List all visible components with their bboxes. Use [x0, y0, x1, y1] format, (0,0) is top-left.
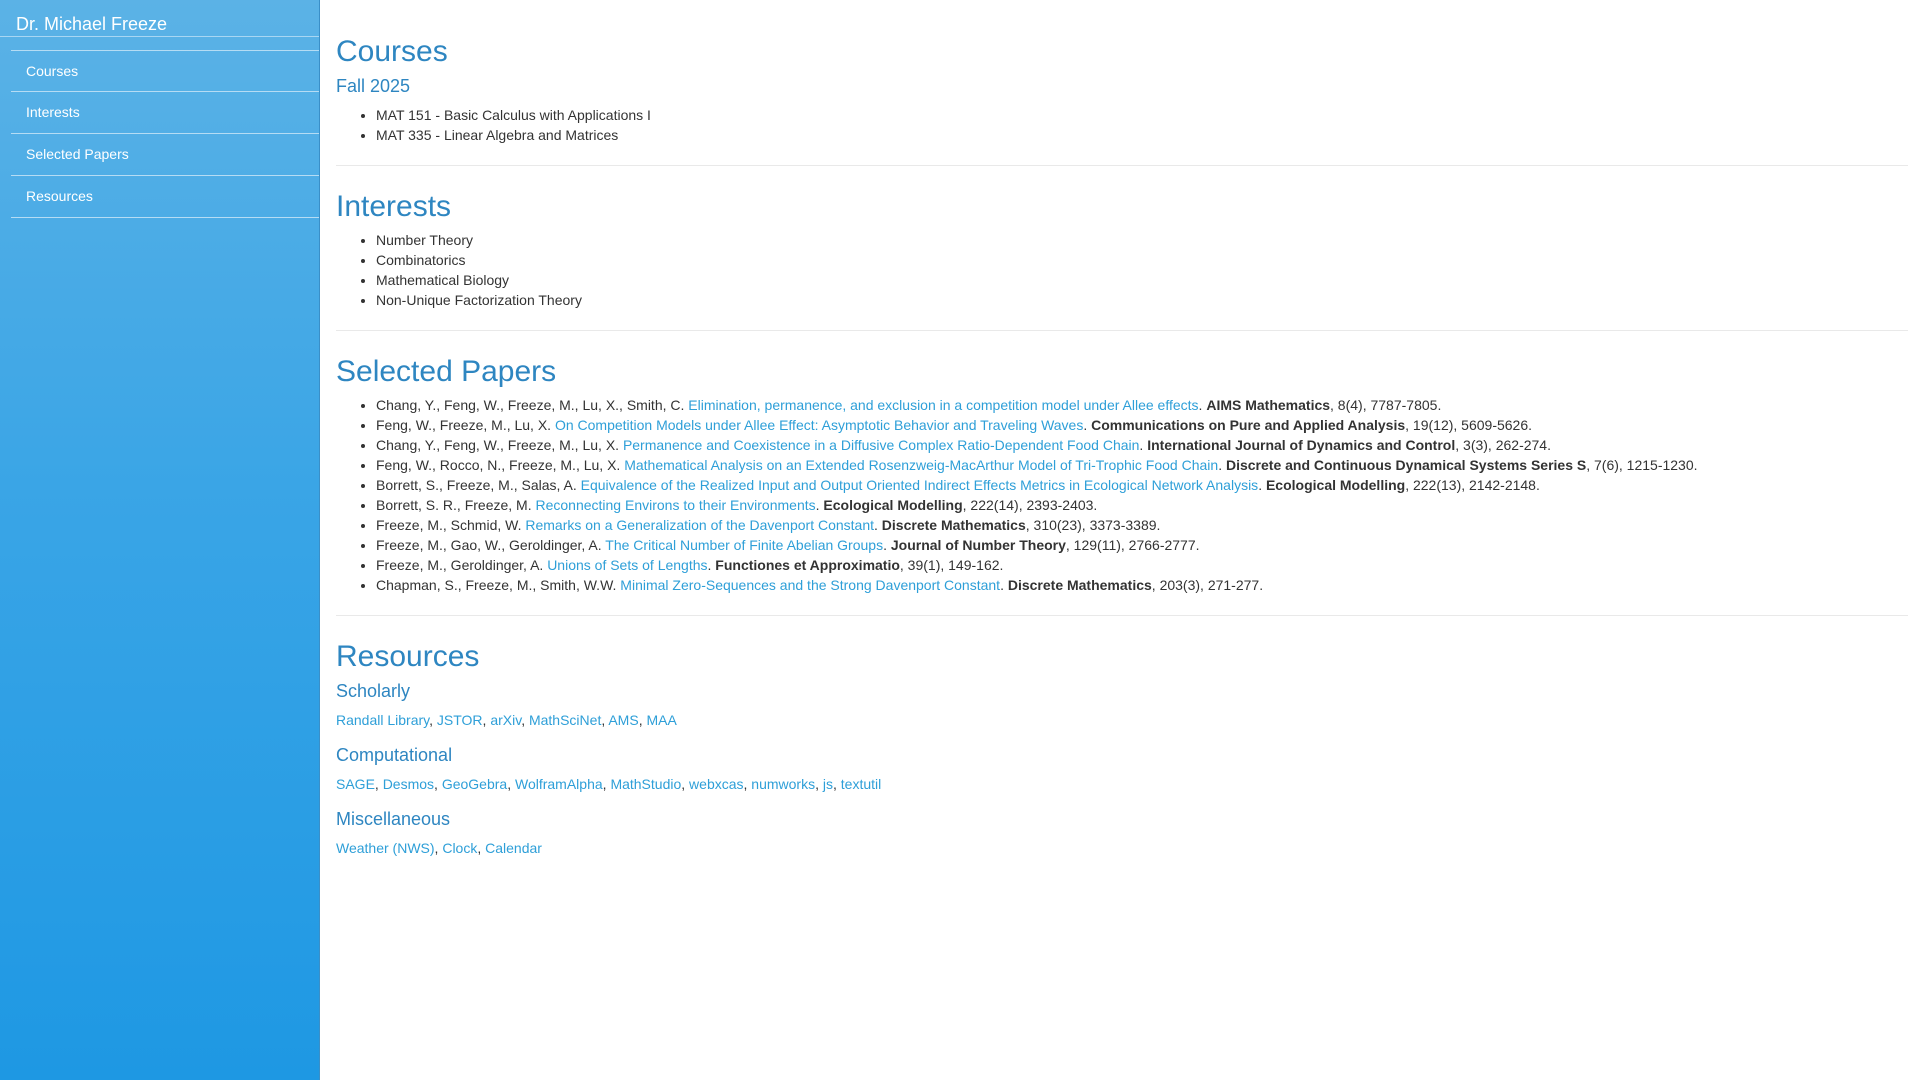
interest-item: • Number Theory	[376, 230, 1908, 250]
resource-link[interactable]: AMS	[608, 712, 639, 728]
resources-heading: Resources	[336, 640, 480, 673]
resource-link[interactable]: arXiv	[490, 712, 522, 728]
paper-title-link[interactable]: Equivalence of the Realized Input and Output Oriented Indirect Effects Metrics in Ecological Network Analysis	[580, 477, 1259, 493]
paper-authors: Borrett, S. R., Freeze, M.	[376, 497, 532, 513]
scholarly-links: Randall Library, JSTOR, arXiv, MathSciNet, AMS, MAA	[336, 712, 677, 728]
resource-link[interactable]: MathSciNet	[528, 712, 602, 728]
paper-authors: Borrett, S., Freeze, M., Salas, A.	[376, 477, 577, 493]
paper-title-link[interactable]: Elimination, permanence, and exclusion in a competition model under Allee effects	[688, 397, 1199, 413]
scholarly-heading: Scholarly	[336, 681, 411, 701]
resource-link[interactable]: Clock	[442, 840, 478, 856]
interests-heading: Interests	[336, 190, 452, 223]
sidebar-item-resources[interactable]: Resources	[11, 176, 319, 218]
paper-details: , 7(6), 1215-1230.	[1586, 457, 1698, 473]
paper-item: • Freeze, M., Geroldinger, A. Unions of Sets of Lengths. Functiones et Approximatio, 39(1), 149-162.	[376, 555, 1908, 575]
paper-details: , 222(13), 2142-2148.	[1405, 477, 1540, 493]
sidebar-item-interests[interactable]: Interests	[11, 92, 319, 134]
section-divider	[336, 165, 1908, 166]
paper-authors: Feng, W., Freeze, M., Lu, X.	[376, 417, 552, 433]
paper-item: • Borrett, S. R., Freeze, M. Reconnecting Environs to their Environments. Ecological Modelling, 222(14), 2393-2403.	[376, 495, 1908, 515]
computational-heading: Computational	[336, 745, 453, 765]
paper-details: , 39(1), 149-162.	[899, 557, 1004, 573]
interest-item: • Mathematical Biology	[376, 270, 1908, 290]
sidebar-item-selected-papers[interactable]: Selected Papers	[11, 134, 319, 176]
paper-journal: Discrete Mathematics	[1007, 577, 1152, 593]
paper-item: • Freeze, M., Schmid, W. Remarks on a Generalization of the Davenport Constant. Discrete Mathematics, 310(23), 3373-3389.	[376, 515, 1908, 535]
main-content	[336, 0, 1908, 872]
paper-title-link[interactable]: Reconnecting Environs to their Environments	[535, 497, 816, 513]
courses-list	[336, 105, 1908, 145]
courses-heading: Courses	[336, 35, 448, 68]
papers-list	[336, 395, 1908, 595]
paper-journal: Discrete and Continuous Dynamical Systems Series S	[1225, 457, 1587, 473]
resource-link[interactable]: WolframAlpha	[514, 776, 603, 792]
miscellaneous-links: Weather (NWS), Clock, Calendar	[336, 840, 542, 856]
term-heading: Fall 2025	[336, 76, 411, 96]
paper-authors: Freeze, M., Gao, W., Geroldinger, A.	[376, 537, 602, 553]
interest-item: • Combinatorics	[376, 250, 1908, 270]
interests-section	[336, 190, 1908, 310]
section-divider	[336, 330, 1908, 331]
resource-link[interactable]: Weather (NWS)	[336, 840, 435, 856]
site-title-link[interactable]: Dr. Michael Freeze	[0, 0, 319, 37]
paper-details: , 3(3), 262-274.	[1455, 437, 1551, 453]
paper-authors: Chang, Y., Feng, W., Freeze, M., Lu, X.	[376, 437, 620, 453]
paper-item: • Feng, W., Freeze, M., Lu, X. On Competition Models under Allee Effect: Asymptotic Behavior and Traveling Waves. Communications on Pure and Applied Analysis, 19(12), 5609-5626.	[376, 415, 1908, 435]
resource-link[interactable]: MathStudio	[610, 776, 682, 792]
paper-details: , 8(4), 7787-7805.	[1330, 397, 1442, 413]
paper-item: • Chang, Y., Feng, W., Freeze, M., Lu, X. Permanence and Coexistence in a Diffusive Complex Ratio-Dependent Food Chain. International Journal of Dynamics and Control, 3(3), 262-274.	[376, 435, 1908, 455]
resource-link[interactable]: Calendar	[485, 840, 542, 856]
interest-item: • Non-Unique Factorization Theory	[376, 290, 1908, 310]
paper-authors: Chang, Y., Feng, W., Freeze, M., Lu, X., Smith, C.	[376, 397, 685, 413]
paper-details: , 19(12), 5609-5626.	[1405, 417, 1533, 433]
section-divider	[336, 615, 1908, 616]
paper-authors: Freeze, M., Schmid, W.	[376, 517, 522, 533]
sidebar-item-courses[interactable]: Courses	[11, 50, 319, 92]
interests-list	[336, 230, 1908, 310]
paper-item: • Chang, Y., Feng, W., Freeze, M., Lu, X., Smith, C. Elimination, permanence, and exclusion in a competition model under Allee effects. AIMS Mathematics, 8(4), 7787-7805.	[376, 395, 1908, 415]
course-item: • MAT 151 - Basic Calculus with Applications I	[376, 105, 1908, 125]
paper-title-link[interactable]: Minimal Zero-Sequences and the Strong Davenport Constant	[620, 577, 1001, 593]
paper-journal: Discrete Mathematics	[881, 517, 1026, 533]
paper-journal: Ecological Modelling	[1265, 477, 1406, 493]
paper-title-link[interactable]: The Critical Number of Finite Abelian Groups	[605, 537, 884, 553]
sidebar-nav	[0, 50, 319, 218]
paper-item: • Feng, W., Rocco, N., Freeze, M., Lu, X. Mathematical Analysis on an Extended Rosenzweig-MacArthur Model of Tri-Trophic Food Chain. Discrete and Continuous Dynamical Systems Series S, 7(6), 1215-1230.	[376, 455, 1908, 475]
resource-link[interactable]: MAA	[646, 712, 677, 728]
resource-link[interactable]: Randall Library	[336, 712, 430, 728]
paper-authors: Chapman, S., Freeze, M., Smith, W.W.	[376, 577, 617, 593]
resources-section	[336, 640, 1908, 858]
resource-link[interactable]: JSTOR	[436, 712, 483, 728]
miscellaneous-heading: Miscellaneous	[336, 809, 451, 829]
paper-title-link[interactable]: On Competition Models under Allee Effect: Asymptotic Behavior and Traveling Waves	[554, 417, 1084, 433]
resource-link[interactable]: numworks	[751, 776, 816, 792]
resource-link[interactable]: webxcas	[689, 776, 744, 792]
paper-title-link[interactable]: Permanence and Coexistence in a Diffusive Complex Ratio-Dependent Food Chain	[622, 437, 1140, 453]
paper-details: , 203(3), 271-277.	[1151, 577, 1264, 593]
paper-journal: Communications on Pure and Applied Analysis	[1091, 417, 1406, 433]
paper-details: , 129(11), 2766-2777.	[1065, 537, 1200, 553]
paper-title-link[interactable]: Remarks on a Generalization of the Davenport Constant	[525, 517, 875, 533]
paper-details: , 222(14), 2393-2403.	[962, 497, 1098, 513]
papers-heading: Selected Papers	[336, 355, 557, 388]
paper-item: • Freeze, M., Gao, W., Geroldinger, A. The Critical Number of Finite Abelian Groups. Journal of Number Theory, 129(11), 2766-2777.	[376, 535, 1908, 555]
sidebar	[0, 0, 320, 1080]
paper-authors: Freeze, M., Geroldinger, A.	[376, 557, 544, 573]
paper-authors: Feng, W., Rocco, N., Freeze, M., Lu, X.	[376, 457, 621, 473]
paper-journal: Functiones et Approximatio	[715, 557, 900, 573]
courses-section	[336, 35, 1908, 145]
resource-link[interactable]: textutil	[840, 776, 882, 792]
paper-details: , 310(23), 3373-3389.	[1025, 517, 1161, 533]
resource-link[interactable]: Desmos	[382, 776, 435, 792]
paper-journal: International Journal of Dynamics and Control	[1147, 437, 1456, 453]
paper-title-link[interactable]: Mathematical Analysis on an Extended Rosenzweig-MacArthur Model of Tri-Trophic Food Chain	[624, 457, 1219, 473]
course-item: • MAT 335 - Linear Algebra and Matrices	[376, 125, 1908, 145]
resource-link[interactable]: js	[822, 776, 833, 792]
computational-links: SAGE, Desmos, GeoGebra, WolframAlpha, MathStudio, webxcas, numworks, js, textutil	[336, 776, 882, 792]
paper-item: • Borrett, S., Freeze, M., Salas, A. Equivalence of the Realized Input and Output Oriented Indirect Effects Metrics in Ecological Network Analysis. Ecological Modelling, 222(13), 2142-2148.	[376, 475, 1908, 495]
paper-journal: AIMS Mathematics	[1206, 397, 1331, 413]
resource-link[interactable]: SAGE	[336, 776, 375, 792]
papers-section	[336, 355, 1908, 595]
paper-item: • Chapman, S., Freeze, M., Smith, W.W. Minimal Zero-Sequences and the Strong Davenport Constant. Discrete Mathematics, 203(3), 271-277.	[376, 575, 1908, 595]
paper-journal: Journal of Number Theory	[890, 537, 1066, 553]
resource-link[interactable]: GeoGebra	[441, 776, 508, 792]
paper-title-link[interactable]: Unions of Sets of Lengths	[547, 557, 708, 573]
paper-journal: Ecological Modelling	[823, 497, 963, 513]
